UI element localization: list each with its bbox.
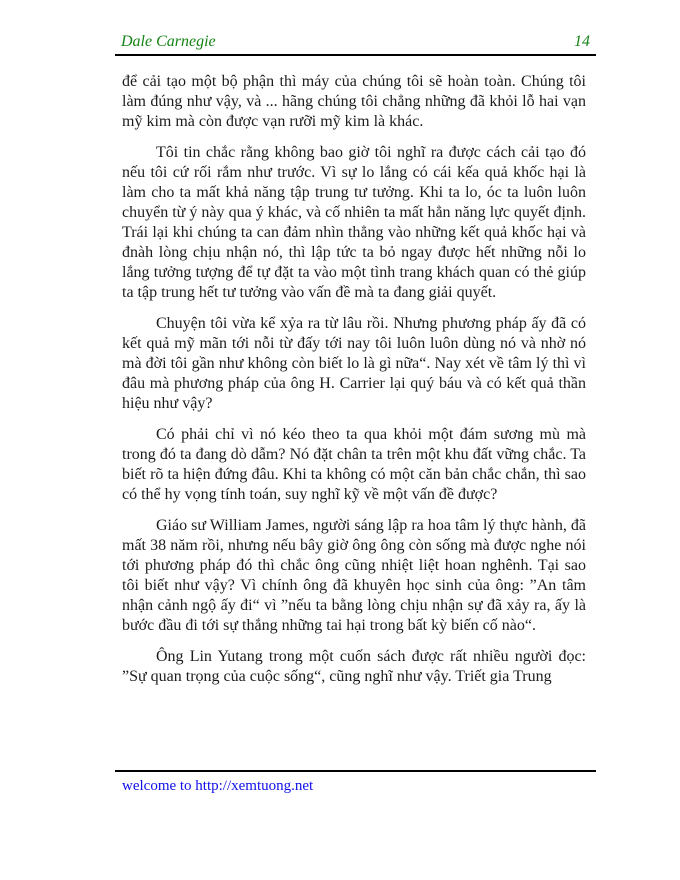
footer-site-link[interactable]: welcome to http://xemtuong.net [122, 778, 314, 794]
paragraph: Ông Lin Yutang trong một cuốn sách được rất nhiều người đọc: ”Sự quan trọng của cuộc sống“, cũng nghĩ như vậy. Triết gia Trung [122, 648, 586, 685]
paragraph: Có phải chỉ vì nó kéo theo ta qua khỏi một đám sương mù mà trong đó ta đang dò dẫm? Nó đặt chân ta trên một khu đất vững chắc. Ta biết rõ ta hiện đứng đâu. Khi ta không có một căn bản chắc chắn, thì sao có thể hy vọng tính toán, suy nghĩ kỹ về một vấn đề được? [122, 426, 586, 503]
paragraph: để cải tạo một bộ phận thì máy của chúng tôi sẽ hoàn toàn. Chúng tôi làm đúng như vậy, và ... hãng chúng tôi chẳng những đã khỏi lỗ hai vạn mỹ kim mà còn được vạn rưỡi mỹ kim là khác. [122, 73, 586, 130]
header-page-number: 14 [574, 33, 590, 50]
footer-divider [115, 770, 596, 772]
header-author: Dale Carnegie [121, 33, 216, 50]
paragraph: Chuyện tôi vừa kể xỷa ra từ lâu rồi. Nhưng phương pháp ấy đã có kết quả mỹ mãn tới nỗi từ đấy tới nay tôi luôn luôn dùng nó và nhờ nó mà đời tôi gần như không còn biết lo là gì nữa“. Nay xét về tâm lý thì vì đâu mà phương pháp của ông H. Carrier lại quý báu và có kết quả thần hiệu như vậy? [122, 315, 586, 412]
header-divider [115, 54, 596, 56]
body-text [122, 72, 586, 698]
paragraph: Giáo sư William James, người sáng lập ra hoa tâm lý thực hành, đã mất 38 năm rồi, nhưng nếu bây giờ ông ông còn sống mà được nghe nói tới phương pháp đó thì chắc ông cũng nhiệt liệt hoan nghênh. Tại sao tôi biết như vậy? Vì chính ông đã khuyên học sinh của ông: ”An tâm nhận cảnh ngộ ấy đi“ vì ”nếu ta bằng lòng chịu nhận sự đã xảy ra, ấy là bước đầu đi tới sự thắng những tai hại trong bất kỳ biến cố nào“. [122, 517, 586, 634]
paragraph: Tôi tin chắc rằng không bao giờ tôi nghĩ ra được cách cải tạo đó nếu tôi cứ rối rắm như trước. Vì sự lo lắng có cái kếa quả khốc hại là làm cho ta mất khả năng tập trung tư tưởng. Khi ta lo, óc ta luôn luôn chuyển từ ý này qua ý khác, và cố nhiên ta mất hẳn năng lực quyết định. Trái lại khi chúng ta can đảm nhìn thẳng vào những kết quả khốc hại và đnàh lòng chịu nhận nó, thì lập tức ta bỏ ngay được hết những nỗi lo lắng tưởng tượng để tự đặt ta vào một tình trang khách quan có thẻ giúp ta tập trung hết tư tưởng vào vấn đề mà ta đang giải quyết. [122, 144, 586, 301]
page-header [115, 33, 596, 56]
